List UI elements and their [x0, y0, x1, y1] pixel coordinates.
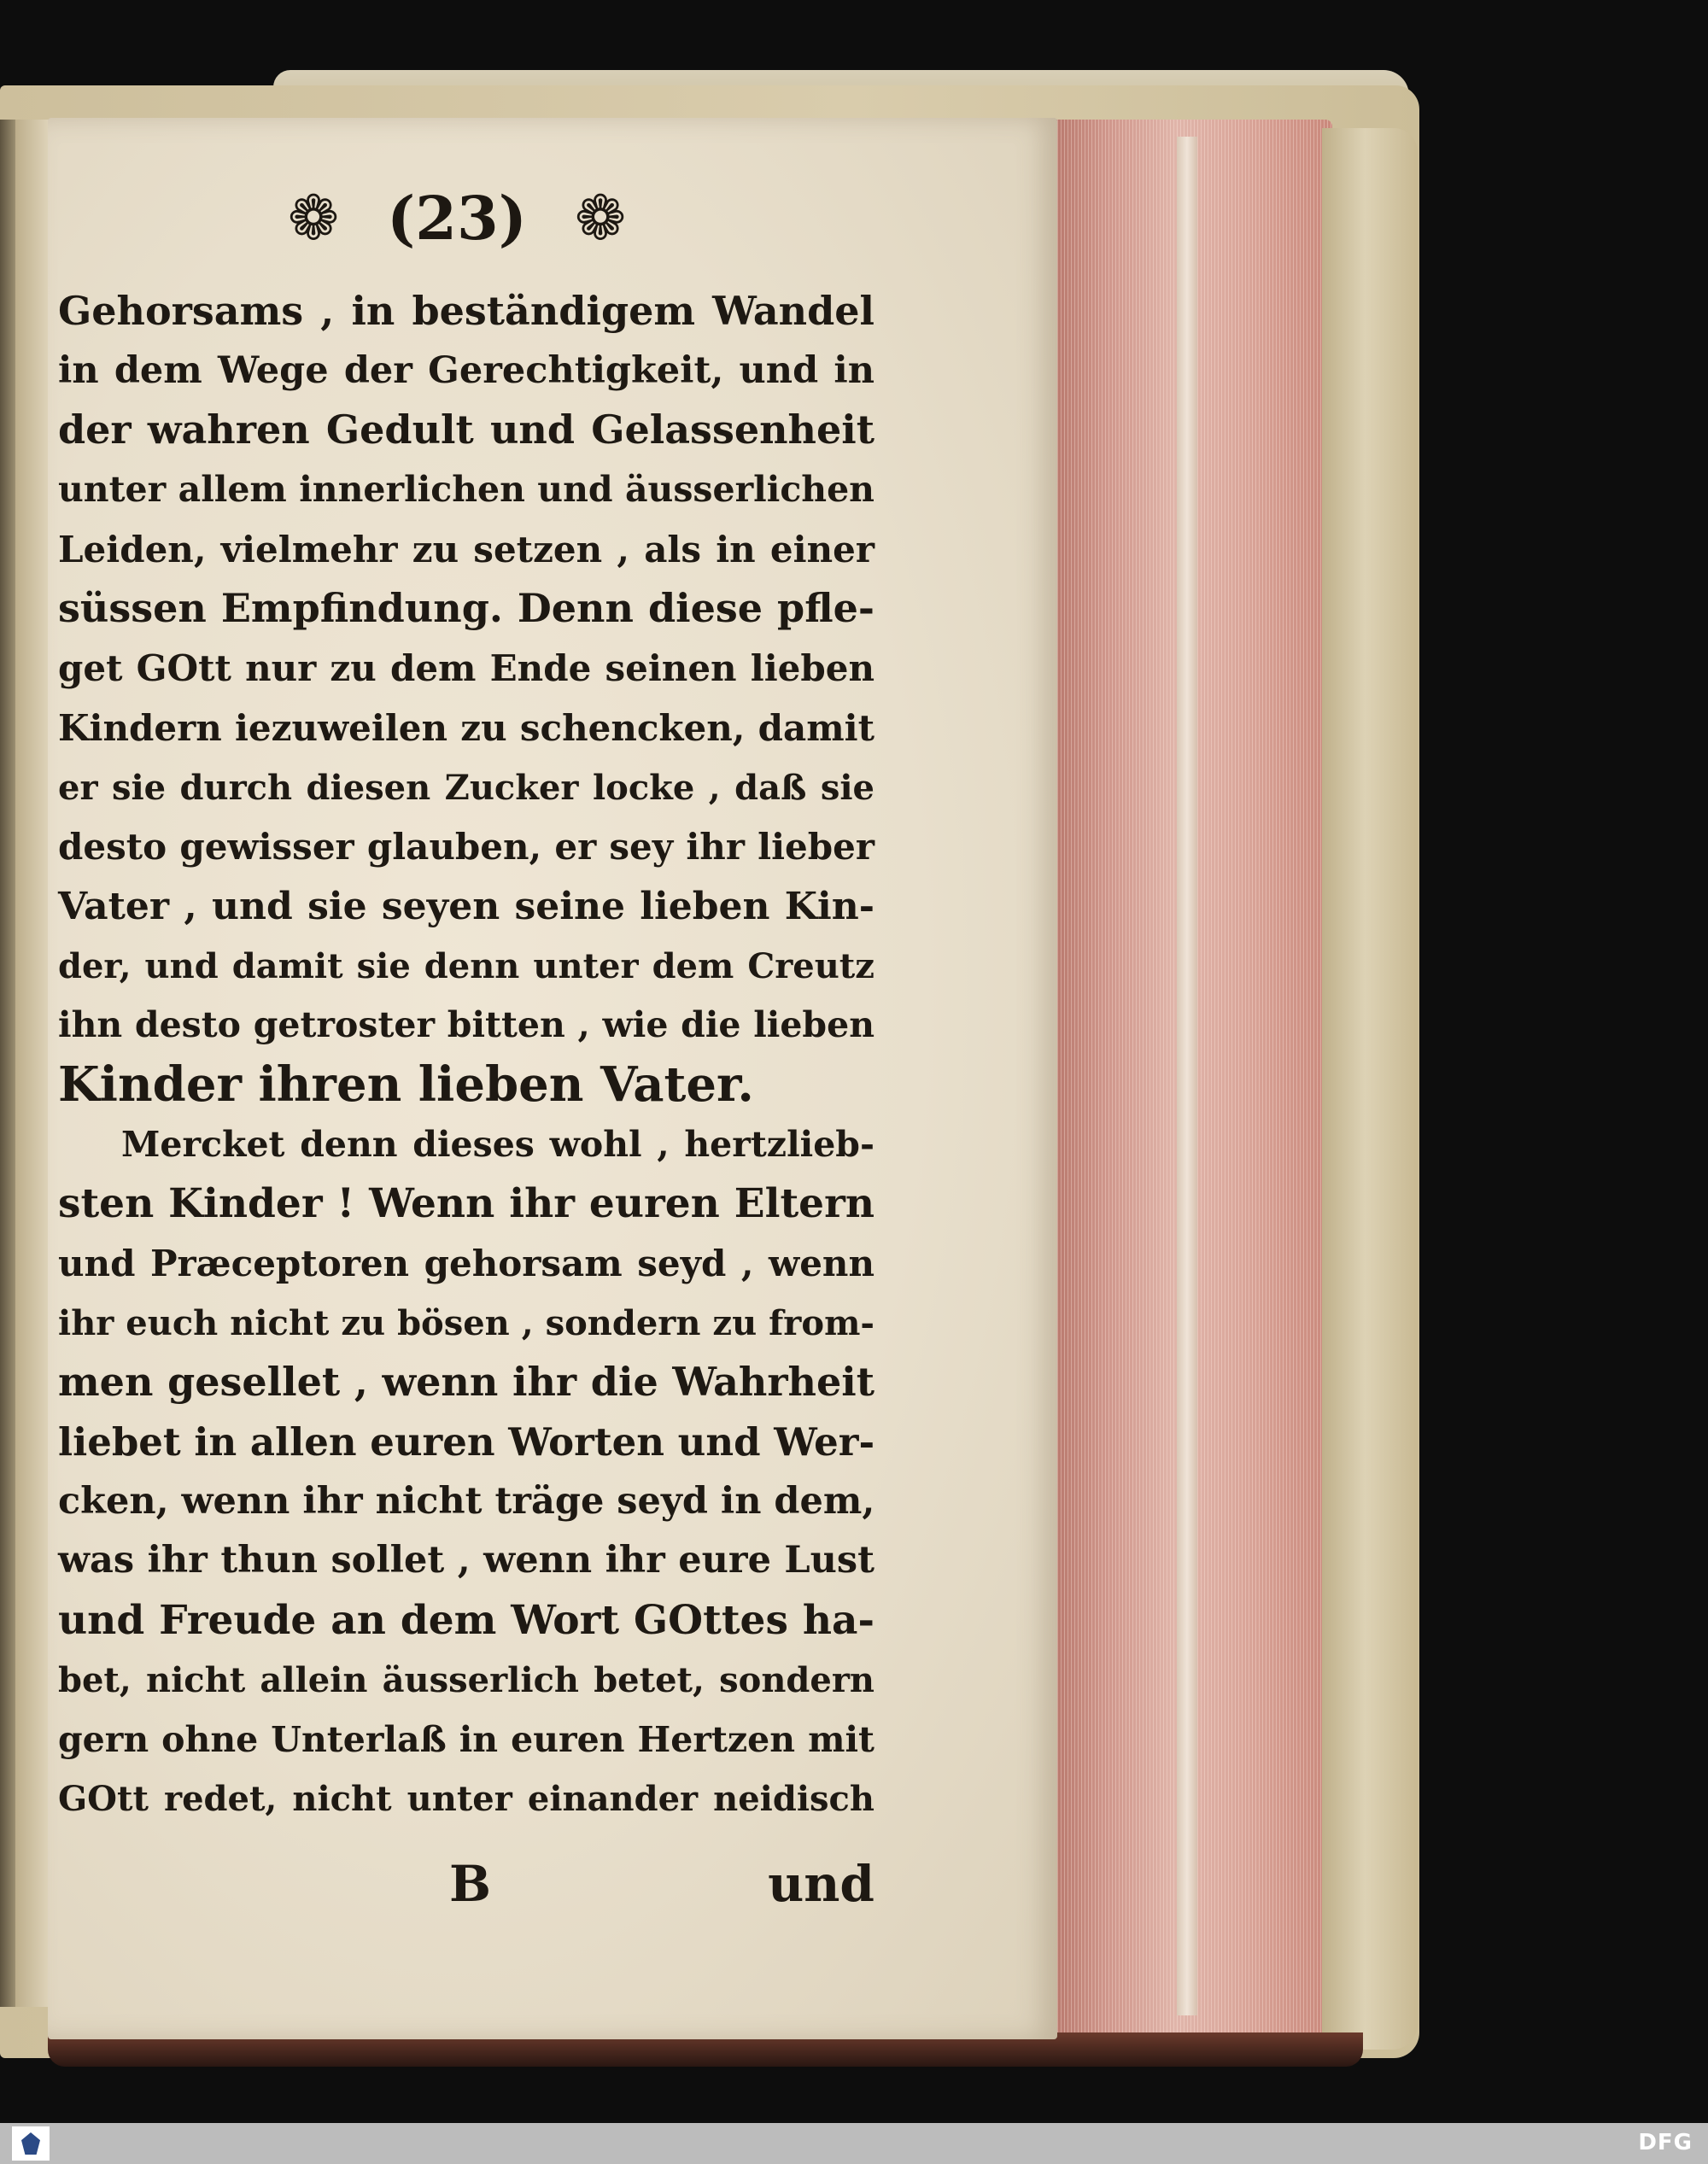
signature-mark: B: [449, 1855, 492, 1913]
ornament-left-icon: ❁: [287, 182, 340, 254]
text-line: ihr euch nicht zu bösen , sondern zu from-: [58, 1302, 874, 1343]
text-line: cken, wenn ihr nicht träge seyd in dem,: [58, 1479, 875, 1523]
library-logo-shape: [21, 2132, 40, 2155]
text-line: Vater , und sie seyen seine lieben Kin-: [58, 884, 874, 928]
text-line: er sie durch diesen Zucker locke , daß sie: [58, 767, 874, 808]
text-line: was ihr thun sollet , wenn ihr eure Lust: [58, 1539, 874, 1582]
ornament-right-icon: ❁: [574, 182, 627, 254]
text-line: Kindern iezuweilen zu schencken, damit: [58, 706, 874, 749]
page-block-gap: [1177, 137, 1197, 2015]
text-line: der, und damit sie denn unter dem Creutz: [58, 945, 874, 986]
text-line: men gesellet , wenn ihr die Wahrheit: [58, 1359, 874, 1406]
text-line: Gehorsams , in beständigem Wandel: [58, 288, 874, 334]
text-line: get GOtt nur zu dem Ende seinen lieben: [58, 647, 874, 690]
text-line: der wahren Gedult und Gelassenheit: [58, 406, 874, 453]
text-line: bet, nicht allein äusserlich betet, sondern: [58, 1659, 874, 1700]
text-line: sten Kinder ! Wenn ihr euren Eltern: [58, 1180, 874, 1228]
viewer-bottom-bar: [0, 2123, 1708, 2164]
text-line: und Præceptoren gehorsam seyd , wenn: [58, 1243, 874, 1284]
text-line: desto gewisser glauben, er sey ihr lieber: [58, 826, 874, 869]
text-line: süssen Empfindung. Denn diese pfle-: [58, 585, 874, 632]
page-footer: [58, 1855, 874, 1915]
text-line: GOtt redet, nicht unter einander neidisch: [58, 1779, 874, 1820]
library-logo-icon: [12, 2126, 50, 2161]
page-number: (23): [387, 182, 527, 254]
page-header: [256, 171, 658, 265]
catchword: und: [768, 1855, 874, 1913]
page-text: [58, 282, 874, 1829]
text-line: Leiden, vielmehr zu setzen , als in einer: [58, 528, 874, 570]
text-line: Mercket denn dieses wohl , hertzlieb-: [121, 1123, 874, 1165]
text-line: gern ohne Unterlaß in euren Hertzen mit: [58, 1718, 874, 1760]
text-line: unter allem innerlichen und äusserlichen: [58, 469, 874, 511]
text-line: und Freude an dem Wort GOttes ha-: [58, 1597, 874, 1645]
book-cover-fore-edge: [1322, 128, 1418, 2050]
dfg-logo: DFG: [1638, 2130, 1693, 2155]
text-line: Kinder ihren lieben Vater.: [58, 1056, 754, 1113]
text-line: in dem Wege der Gerechtigkeit, und in: [58, 348, 874, 392]
text-line: ihn desto getroster bitten , wie die lieben: [58, 1004, 874, 1046]
text-line: liebet in allen euren Worten und Wer-: [58, 1419, 875, 1465]
